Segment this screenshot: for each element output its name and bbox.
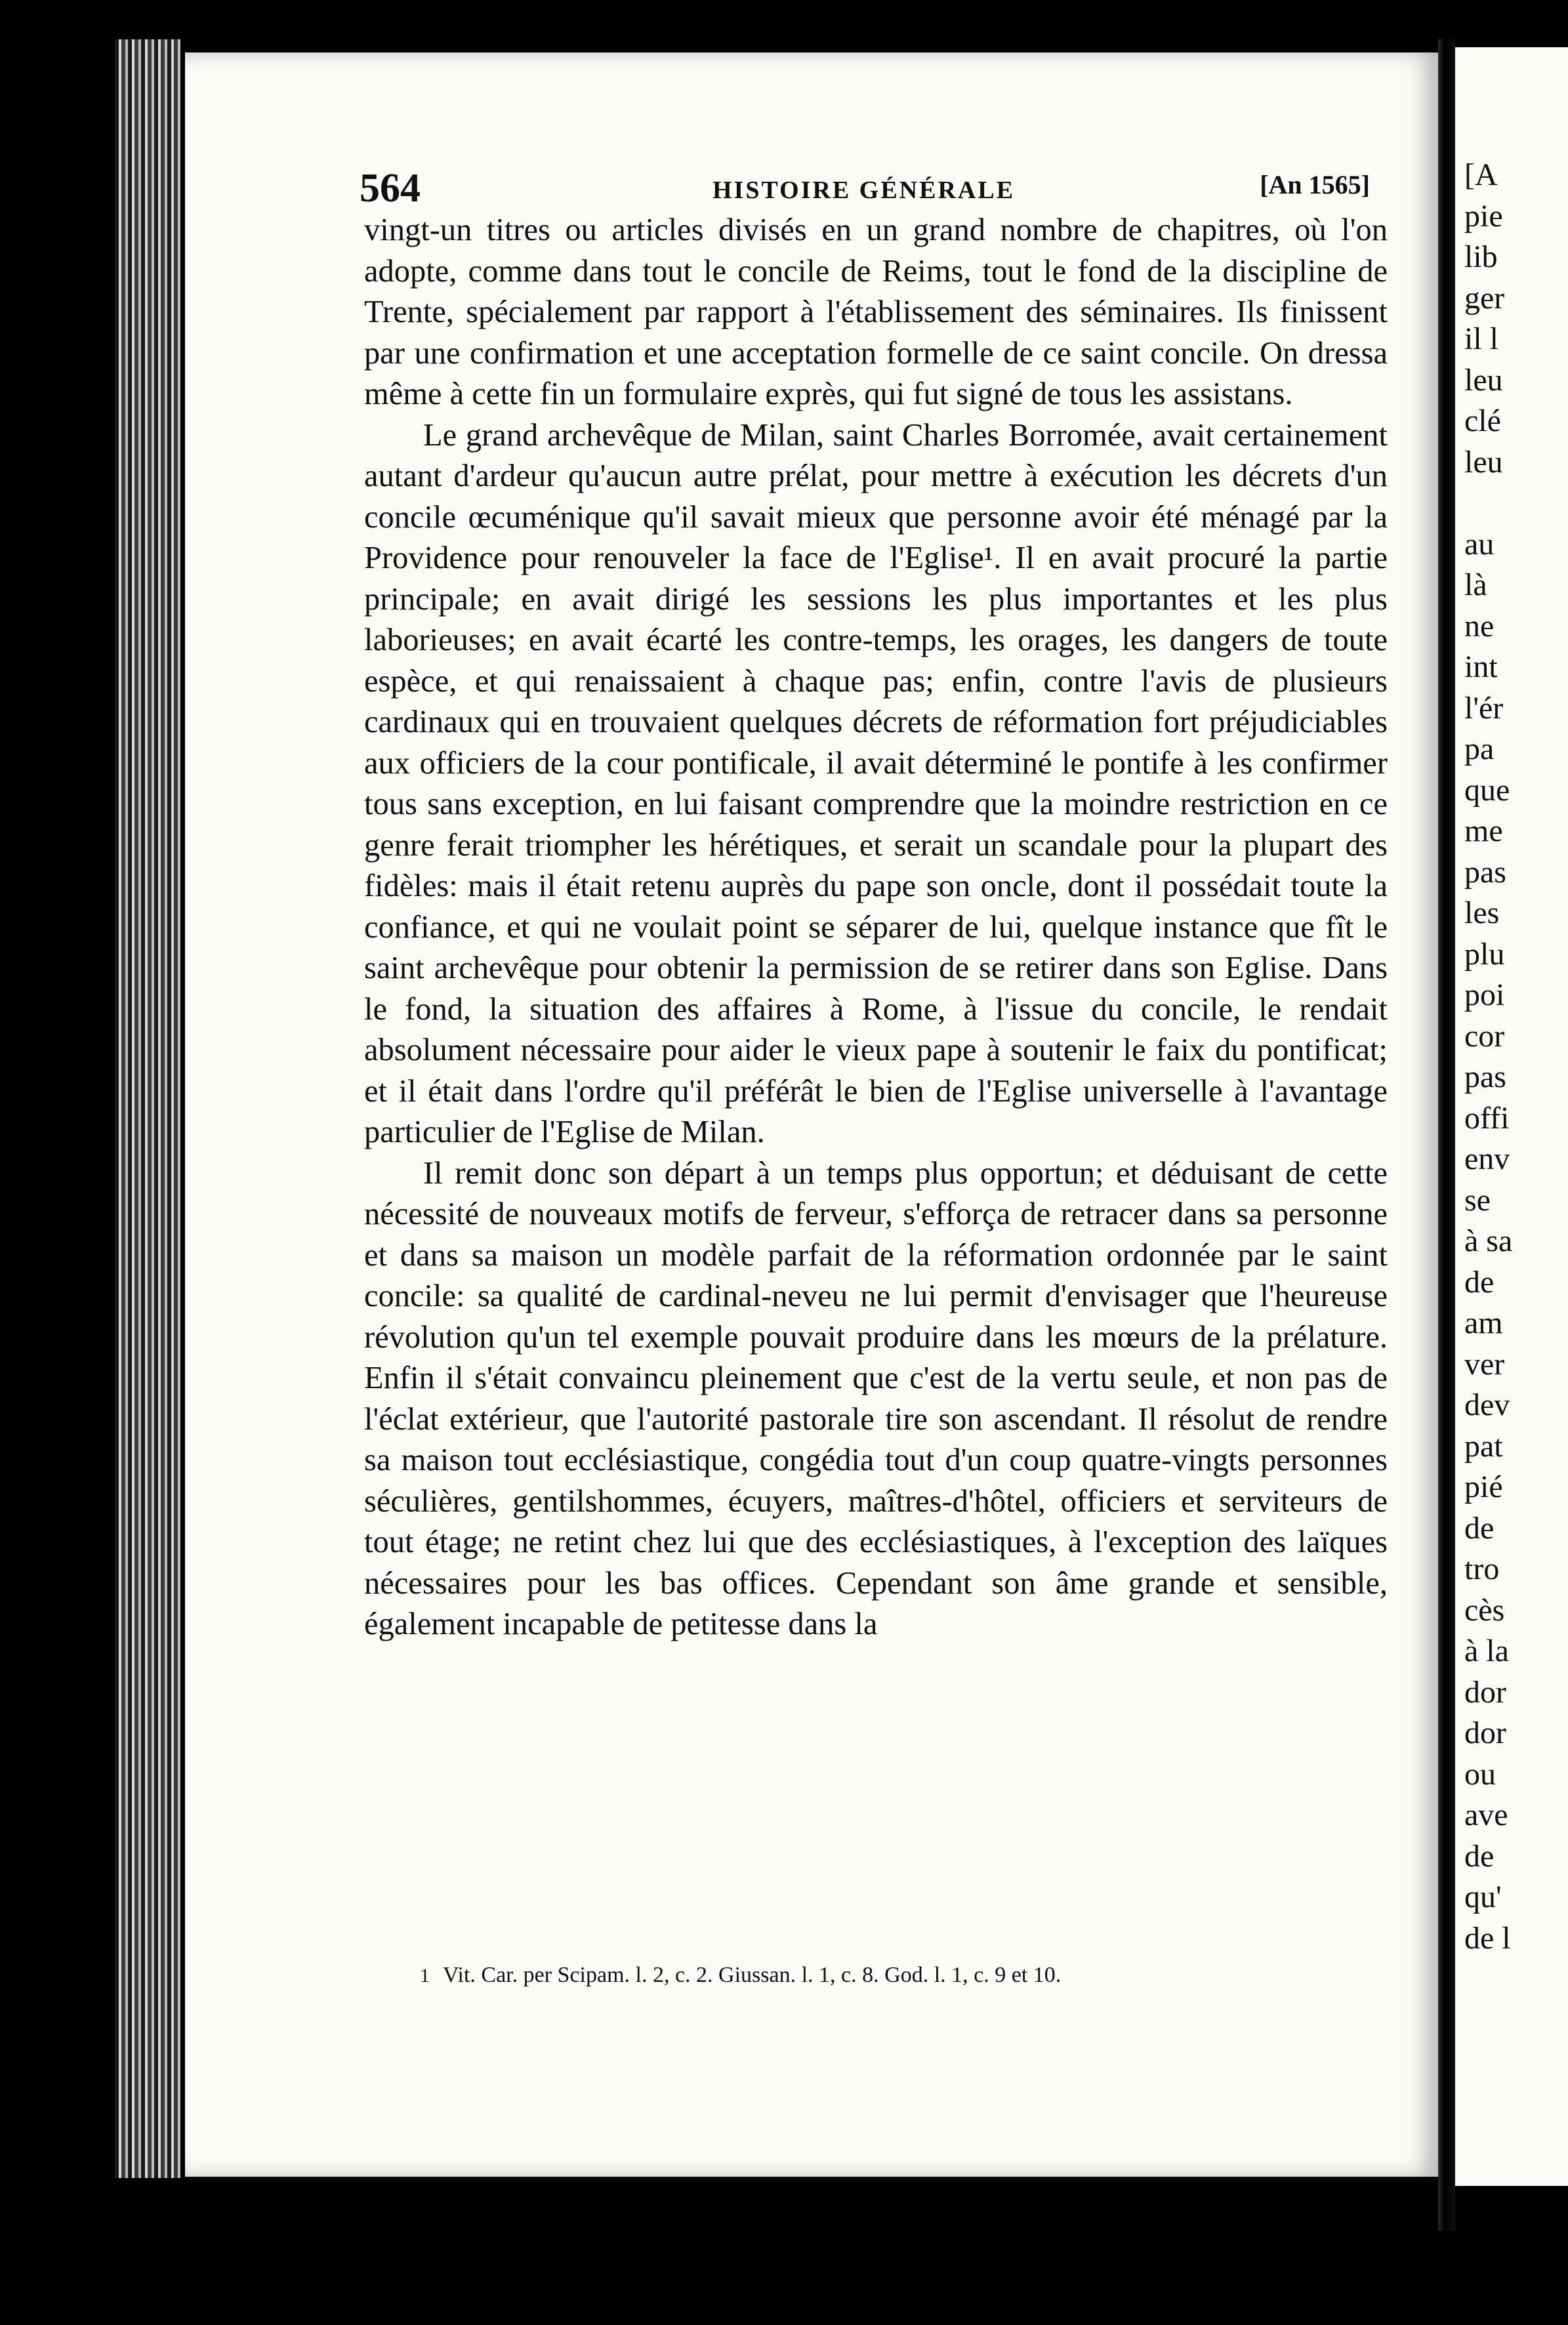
right-line: pas bbox=[1464, 854, 1506, 890]
right-line: dor bbox=[1464, 1716, 1506, 1750]
right-line: pat bbox=[1464, 1428, 1503, 1464]
right-line: de bbox=[1464, 1264, 1495, 1300]
right-line: ou bbox=[1464, 1756, 1496, 1792]
right-line: de l bbox=[1464, 1920, 1511, 1956]
right-line: pie bbox=[1464, 198, 1503, 234]
right-line: int bbox=[1464, 649, 1498, 684]
right-line: leu bbox=[1464, 362, 1503, 398]
right-line: là bbox=[1464, 567, 1487, 602]
right-line: ver bbox=[1464, 1346, 1505, 1382]
right-line: tro bbox=[1464, 1552, 1500, 1586]
right-line: dor bbox=[1464, 1674, 1506, 1710]
right-line bbox=[1464, 483, 1568, 524]
right-line: à la bbox=[1464, 1634, 1509, 1668]
right-line: am bbox=[1464, 1306, 1503, 1340]
right-line: offi bbox=[1464, 1100, 1510, 1136]
right-line: qu' bbox=[1464, 1880, 1502, 1914]
right-line: il l bbox=[1464, 321, 1499, 356]
right-line: les bbox=[1464, 895, 1500, 930]
right-line: [A bbox=[1464, 157, 1498, 192]
right-line: se bbox=[1464, 1182, 1491, 1218]
right-line: pa bbox=[1464, 731, 1495, 766]
right-line: leu bbox=[1464, 444, 1503, 480]
book-edge bbox=[115, 39, 180, 2178]
right-line: pié bbox=[1464, 1470, 1503, 1504]
right-line: cor bbox=[1464, 1018, 1505, 1054]
right-line: ne bbox=[1464, 608, 1495, 644]
right-line: clé bbox=[1464, 403, 1501, 438]
page-number: 564 bbox=[360, 166, 421, 211]
right-line: plu bbox=[1464, 936, 1505, 972]
running-title: HISTOIRE GÉNÉRALE bbox=[712, 176, 1016, 204]
right-line: cès bbox=[1464, 1592, 1505, 1628]
right-line: de bbox=[1464, 1510, 1495, 1546]
right-line: lib bbox=[1464, 239, 1498, 274]
footnote-mark: 1 bbox=[420, 1965, 430, 1986]
right-line: l'ér bbox=[1464, 690, 1504, 726]
footnote-text: Vit. Car. per Scipam. l. 2, c. 2. Giussan. l. 1, c. 8. God. l. 1, c. 9 et 10. bbox=[443, 1963, 1062, 1987]
paragraph: Le grand archevêque de Milan, saint Charles Borromée, avait certainement autant d'ardeur qu'aucun autre prélat, pour mettre à exécution les décrets d'un concile œcuménique qu'il savait mieux que personne avoir été ménagé par la Providence pour renouveler la face de l'Eglise¹. Il en avait procuré la partie principale; en avait dirigé les sessions les plus importantes et les plus laborieuses; en avait écarté les contre-temps, les orages, les dangers de toute espèce, et qui renaissaient à chaque pas; enfin, contre l'avis de plusieurs cardinaux qui en trouvaient quelques décrets de réformation fort préjudiciables aux officiers de la cour pontificale, il avait déterminé le pontife à les confirmer tous sans exception, en lui faisant comprendre que la moindre restriction en ce genre ferait triompher les hérétiques, et serait un scandale pour la plupart des fidèles: mais il était retenu auprès du pape son oncle, dont il possédait toute la confiance, et qui ne voulait point se séparer de lui, quelque instance que fît le saint archevêque pour obtenir la permission de se retirer dans son Eglise. Dans le fond, la situation des affaires à Rome, à l'issue du concile, le rendait absolument nécessaire pour aider le vieux pape à soutenir le faix du pontificat; et il était dans l'ordre qu'il préférât le bien de l'Eglise universelle à l'avantage particulier de l'Eglise de Milan. bbox=[364, 417, 1388, 1149]
right-line: au bbox=[1464, 526, 1495, 562]
footnote bbox=[420, 1963, 1384, 1988]
right-line: que bbox=[1464, 772, 1510, 808]
right-line: me bbox=[1464, 813, 1503, 848]
right-line: dev bbox=[1464, 1388, 1510, 1422]
right-line: ave bbox=[1464, 1798, 1508, 1832]
body-text bbox=[364, 210, 1388, 1645]
right-line: de bbox=[1464, 1838, 1495, 1874]
right-line: à sa bbox=[1464, 1224, 1513, 1258]
right-line: poi bbox=[1464, 977, 1505, 1012]
book-gutter bbox=[1438, 39, 1455, 2231]
running-year: [An 1565] bbox=[1260, 170, 1370, 199]
right-page-text bbox=[1464, 155, 1568, 1959]
right-line: pas bbox=[1464, 1060, 1506, 1094]
right-line: ger bbox=[1464, 280, 1505, 316]
paragraph: vingt-un titres ou articles divisés en un grand nombre de chapitres, où l'on adopte, comme dans tout le concile de Reims, tout le fond de la discipline de Trente, spécialement par rapport à l'établissement des séminaires. Ils finissent par une confirmation et une acceptation formelle de ce saint concile. On dressa même à cette fin un formulaire exprès, qui fut signé de tous les assistans. bbox=[364, 213, 1388, 411]
right-line: env bbox=[1464, 1142, 1510, 1176]
paragraph: Il remit donc son départ à un temps plus opportun; et déduisant de cette nécessité de nouveaux motifs de ferveur, s'efforça de retracer dans sa personne et dans sa maison un modèle parfait de la réformation ordonnée par le saint concile: sa qualité de cardinal-neveu ne lui permit d'envisager que l'heureuse révolution qu'un tel exemple pouvait produire dans les mœurs de la prélature. Enfin il s'était convaincu pleinement que c'est de la vertu seule, et non pas de l'éclat extérieur, que l'autorité pastorale tire son ascendant. Il résolut de rendre sa maison tout ecclésiastique, congédia tout d'un coup quatre-vingts personnes séculières, gentilshommes, écuyers, maîtres-d'hôtel, officiers et serviteurs de tout étage; ne retint chez lui que des ecclésiastiques, à l'exception des laïques nécessaires pour les bas offices. Cependant son âme grande et sensible, également incapable de petitesse dans la bbox=[364, 1155, 1388, 1641]
